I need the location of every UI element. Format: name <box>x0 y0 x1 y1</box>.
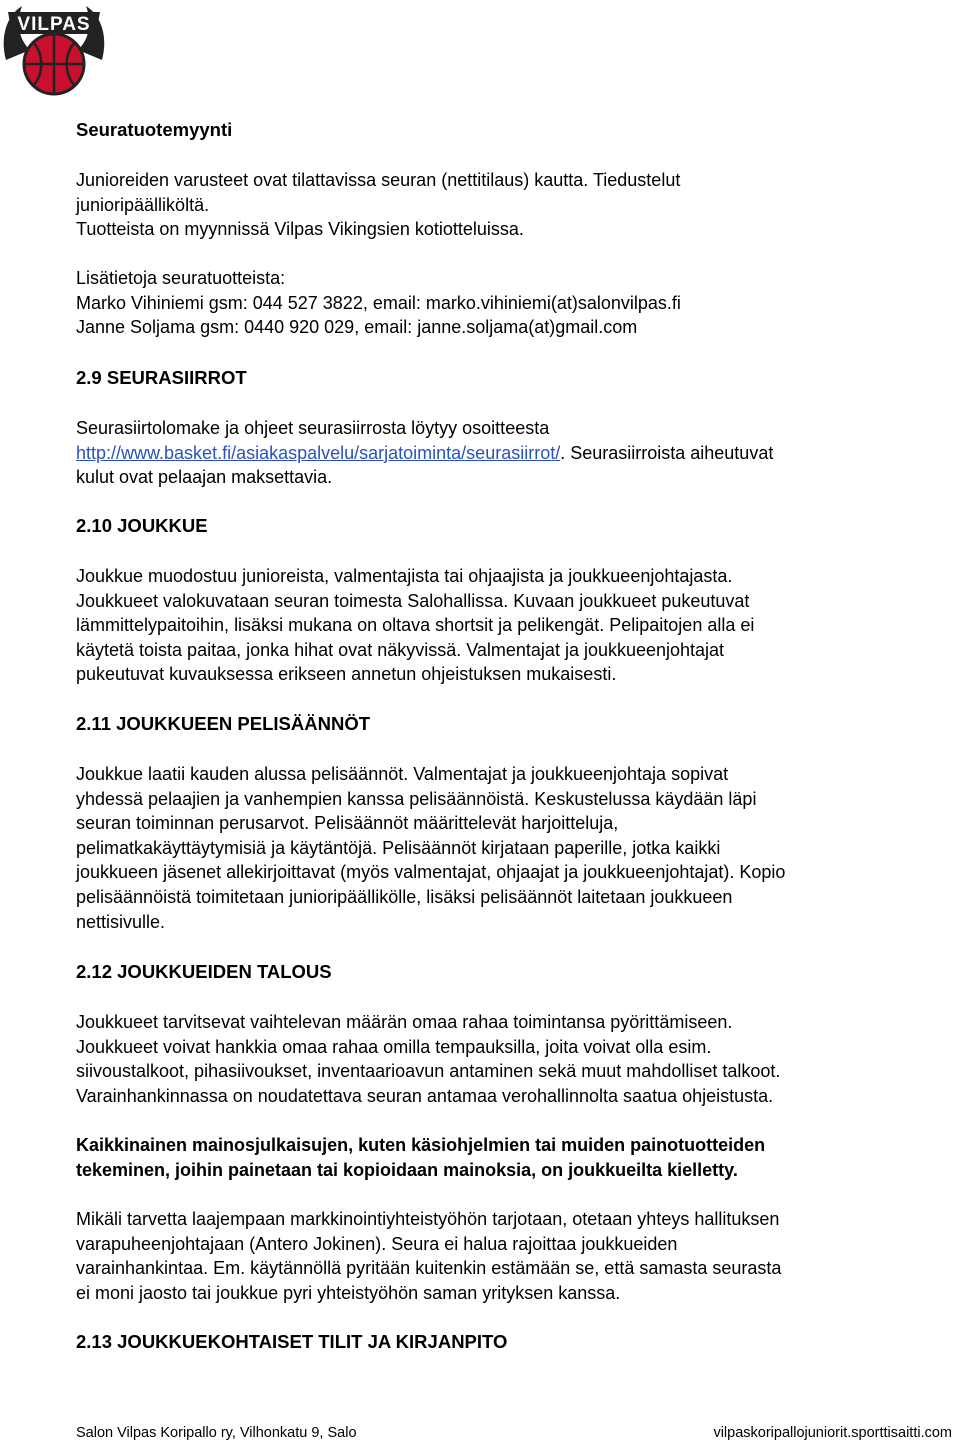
paragraph-joukkue <box>76 564 754 687</box>
text-line: Joukkue laatii kauden alussa pelisäännöt. Valmentajat ja joukkueenjohtaja sopivat <box>76 764 729 784</box>
text-line: siivoustalkoot, pihasiivoukset, inventaarioavun antaminen sekä muut mahdolliset talkoot. <box>76 1061 781 1082</box>
seurasiirrot-link[interactable]: http://www.basket.fi/asiakaspalvelu/sarjatoiminta/seurasiirrot/ <box>76 442 561 463</box>
text-line: pelisäännöistä toimitetaan junioripäällikölle, lisäksi pelisäännöt laitetaan joukkueen <box>76 886 733 907</box>
text-line: nettisivulle. <box>76 911 166 932</box>
text-line <box>76 441 773 466</box>
text-line: lämmittelypaitoihin, lisäksi mukana on oltava shortsit ja pelikengät. Pelipaitojen alla ei <box>76 615 755 636</box>
text-line: joukkueen jäsenet allekirjoittavat (myös valmentajat, ohjaajat ja joukkueenjohtajat). Kopio <box>76 862 786 883</box>
text-line: varainhankintaa. Em. käytännöllä pyritään kuitenkin estämään se, että samasta seurasta <box>76 1258 782 1279</box>
vilpas-viking-logo-icon <box>0 0 108 98</box>
text-line: Joukkueet valokuvataan seuran toimesta Salohallissa. Kuvaan joukkueet pukeutuvat <box>76 590 750 611</box>
footer-address: Salon Vilpas Koripallo ry, Vilhonkatu 9, Salo <box>76 1425 357 1441</box>
logo-text: VILPAS <box>17 14 91 35</box>
heading-2-13: 2.13 JOUKKUEKOHTAISET TILIT JA KIRJANPITO <box>76 1331 508 1352</box>
text-line: käytetä toista paitaa, jonka hihat ovat näkyvissä. Valmentajat ja joukkueenjohtajat <box>76 639 725 660</box>
text-line: Varainhankinnassa on noudatettava seuran antamaa verohallinnolta saatua ohjeistusta. <box>76 1085 774 1106</box>
text-line: Tuotteista on myynnissä Vilpas Vikingsien kotiotteluissa. <box>76 219 524 240</box>
paragraph-pelisaannot <box>76 762 785 934</box>
footer-website: vilpaskoripallojuniorit.sporttisaitti.com <box>713 1425 952 1441</box>
paragraph-markkinointi <box>76 1207 781 1305</box>
text-line: varapuheenjohtajaan (Antero Jokinen). Seura ei halua rajoittaa joukkueiden <box>76 1233 678 1254</box>
text-line: pukeutuvat kuvauksessa erikseen annetun ohjeistuksen mukaisesti. <box>76 664 617 685</box>
bold-text-line: Kaikkinainen mainosjulkaisujen, kuten käsiohjelmien tai muiden painotuotteiden <box>76 1135 766 1155</box>
paragraph-varusteet <box>76 168 680 242</box>
bold-text-line: tekeminen, joihin painetaan tai kopioidaan mainoksia, on joukkueilta kielletty. <box>76 1159 738 1180</box>
text-line: Junioreiden varusteet ovat tilattavissa seuran (nettitilaus) kautta. Tiedustelut <box>76 170 681 190</box>
text-line: Joukkueet tarvitsevat vaihtelevan määrän omaa rahaa toimintansa pyörittämiseen. <box>76 1012 733 1032</box>
text-line: junioripäälliköltä. <box>76 194 210 215</box>
paragraph-seurasiirrot <box>76 416 773 490</box>
text-line: seuran toiminnan perusarvot. Pelisäännöt määrittelevät harjoitteluja, <box>76 813 619 834</box>
paragraph-talous <box>76 1010 780 1108</box>
text-line: Joukkue muodostuu junioreista, valmentajista tai ohjaajista ja joukkueenjohtajasta. <box>76 566 733 586</box>
text-line: Seurasiirtolomake ja ohjeet seurasiirrosta löytyy osoitteesta <box>76 418 550 438</box>
text-line: pelimatkakäyttäytymisiä ja käytäntöjä. Pelisäännöt kirjataan paperille, jotka kaikki <box>76 837 721 858</box>
vilpas-logo <box>0 0 108 98</box>
heading-2-12: 2.12 JOUKKUEIDEN TALOUS <box>76 961 332 982</box>
paragraph-lisatietoja <box>76 266 681 340</box>
text-line: kulut ovat pelaajan maksettavia. <box>76 467 333 488</box>
heading-2-10: 2.10 JOUKKUE <box>76 515 208 536</box>
contact-marko: Marko Vihiniemi gsm: 044 527 3822, email: marko.vihiniemi(at)salonvilpas.fi <box>76 292 681 313</box>
heading-seuratuotemyynti: Seuratuotemyynti <box>76 119 233 140</box>
contact-janne: Janne Soljama gsm: 0440 920 029, email: janne.soljama(at)gmail.com <box>76 317 638 338</box>
text-line: yhdessä pelaajien ja vanhempien kanssa pelisäännöistä. Keskustelussa käydään läpi <box>76 788 757 809</box>
text-line: Lisätietoja seuratuotteista: <box>76 268 286 288</box>
heading-2-9: 2.9 SEURASIIRROT <box>76 367 247 388</box>
text-line: ei moni jaosto tai joukkue pyri yhteistyöhön saman yrityksen kanssa. <box>76 1282 621 1303</box>
paragraph-mainoskielto <box>76 1133 765 1182</box>
text-line: Mikäli tarvetta laajempaan markkinointiyhteistyöhön tarjotaan, otetaan yhteys hallituksen <box>76 1209 780 1229</box>
heading-2-11: 2.11 JOUKKUEEN PELISÄÄNNÖT <box>76 713 371 734</box>
text-line: Joukkueet voivat hankkia omaa rahaa omilla tempauksilla, joita voivat olla esim. <box>76 1036 712 1057</box>
text-after-link: . Seurasiirroista aiheutuvat <box>560 442 774 463</box>
